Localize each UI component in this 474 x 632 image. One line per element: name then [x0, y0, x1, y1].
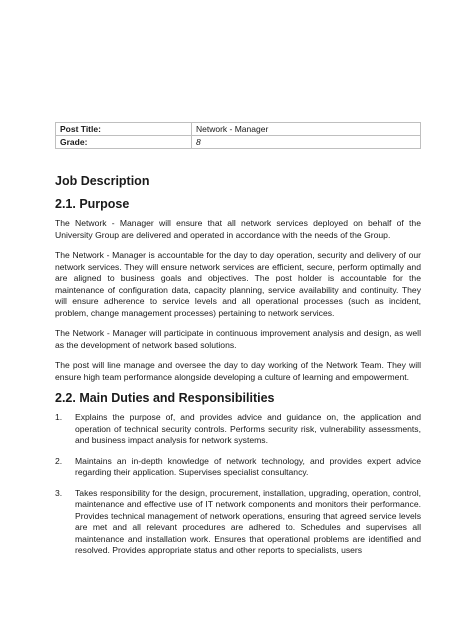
grade-row: [56, 136, 421, 149]
post-details-table: [55, 122, 421, 149]
list-item: [55, 488, 421, 557]
duties-heading: 2.2. Main Duties and Responsibilities: [55, 391, 275, 405]
grade-label: Grade:: [56, 136, 192, 149]
list-item-number: 1.: [55, 412, 63, 422]
list-item-text: Maintains an in-depth knowledge of network technology, and provides expert advice regarding their application. Supervises specialist consultancy.: [75, 455, 421, 477]
purpose-paragraph: The Network - Manager will ensure that all network services deployed on behalf of the University Group are delivered and operated in accordance with the needs of the Group.: [55, 218, 421, 240]
post-title-label: Post Title:: [56, 123, 192, 136]
list-item: [55, 412, 421, 447]
post-title-value: Network - Manager: [192, 123, 421, 136]
document-body: [55, 122, 421, 566]
list-item-number: 3.: [55, 487, 63, 498]
purpose-heading: 2.1. Purpose: [55, 197, 130, 211]
purpose-paragraph: The Network - Manager is accountable for the day to day operation, security and delivery of our network services. They will ensure network services are efficient, secure, perform optimally and are aligned to business goals and objectives. The post holder is accountable for the maintenance of configuration data, capacity planning, service availability and continuity. They will ensure adherence to service levels and all operational processes (such as incident, problem, change management processes) pertaining to network services.: [55, 250, 421, 318]
grade-value: 8: [192, 136, 421, 149]
post-title-row: [56, 123, 421, 136]
duties-list: [55, 412, 421, 557]
document-title: Job Description: [55, 174, 150, 188]
list-item-text: Takes responsibility for the design, procurement, installation, upgrading, operation, control, maintenance and effective use of IT network components and monitors their performance. Provides technical management of network operations, ensuring that agreed service levels are met and all relevant procedures are adhered to. Schedules and supervises all maintenance and installation work. Ensures that operational problems are identified and resolved. Provides appropriate status and other reports to specialists, users: [75, 487, 421, 555]
purpose-paragraph: The post will line manage and oversee the day to day working of the Network Team. They will ensure high team performance alongside developing a culture of learning and empowerment.: [55, 360, 421, 382]
list-item-text: Explains the purpose of, and provides advice and guidance on, the application and operation of technical security controls. Performs security risk, vulnerability assessments, and business impact analysis for network systems.: [75, 412, 421, 445]
list-item-number: 2.: [55, 455, 63, 466]
list-item: [55, 456, 421, 479]
purpose-paragraph: The Network - Manager will participate in continuous improvement analysis and design, as well as the development of network based solutions.: [55, 328, 421, 350]
